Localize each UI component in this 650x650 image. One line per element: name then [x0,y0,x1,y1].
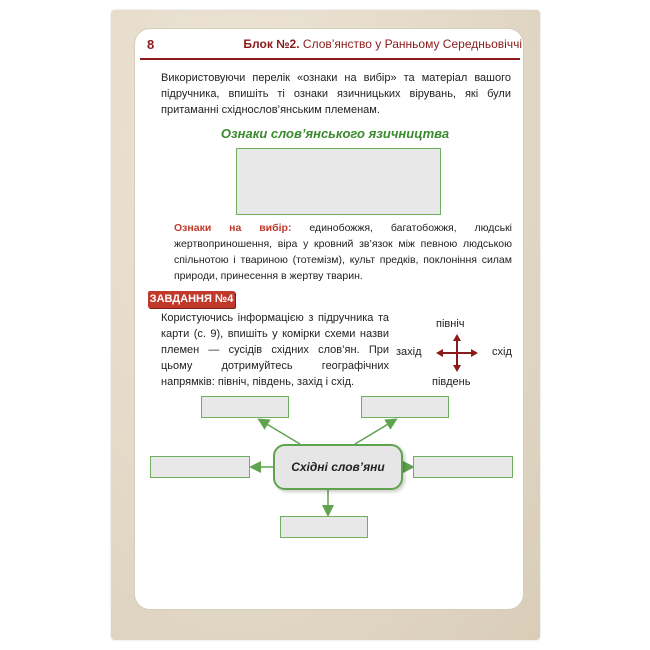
compass-north: північ [436,318,465,330]
arrow-north-west [260,420,300,444]
compass-west: захід [396,346,422,358]
task-badge: ЗАВДАННЯ №4 [148,291,235,308]
tribe-box-east[interactable] [413,456,513,478]
page-number: 8 [147,37,155,52]
center-node-east-slavs: Східні слов’яни [273,444,403,490]
header-divider [140,58,520,60]
compass-cross-icon [432,332,482,374]
arrow-north-east [355,420,395,444]
paganism-answer-box[interactable] [236,148,441,215]
tribe-box-north-west[interactable] [201,396,289,418]
compass-south: південь [432,376,471,388]
compass [392,318,522,390]
task-paragraph: Користуючись інформацією з підручника та карти (с. 9), впишіть у комірки схеми назви племен — сусідів східних слов’ян. При цьому дотримуйтесь географічних напрямків: північ, південь, захід і схід. [161,312,389,388]
tribe-box-north-east[interactable] [361,396,449,418]
tribe-box-west[interactable] [150,456,250,478]
tribe-box-south[interactable] [280,516,368,538]
options-paragraph [174,220,512,284]
options-label: Ознаки на вибір: [174,222,292,234]
options-text: единобожжя, багатобожжя, людські жертвоприношення, віра у кровний зв’язок між певною людською спільнотою і твариною (тотемізм), культ предків, поклоніння силам природи, принесення в жертву тварин. [174,222,512,282]
block-title: Слов’янство у Ранньому Середньовіччі [302,37,522,51]
page-header-title [243,37,522,51]
section-title: Ознаки слов’янського язичництва [220,126,450,141]
block-label: Блок №2. [243,37,300,51]
intro-paragraph: Використовуючи перелік «ознаки на вибір» та матеріал вашого підручника, впишіть ті ознаки язичницьких вірувань, які були притаманні східнослов’янським племенам. [161,72,511,116]
compass-east: схід [492,346,512,358]
